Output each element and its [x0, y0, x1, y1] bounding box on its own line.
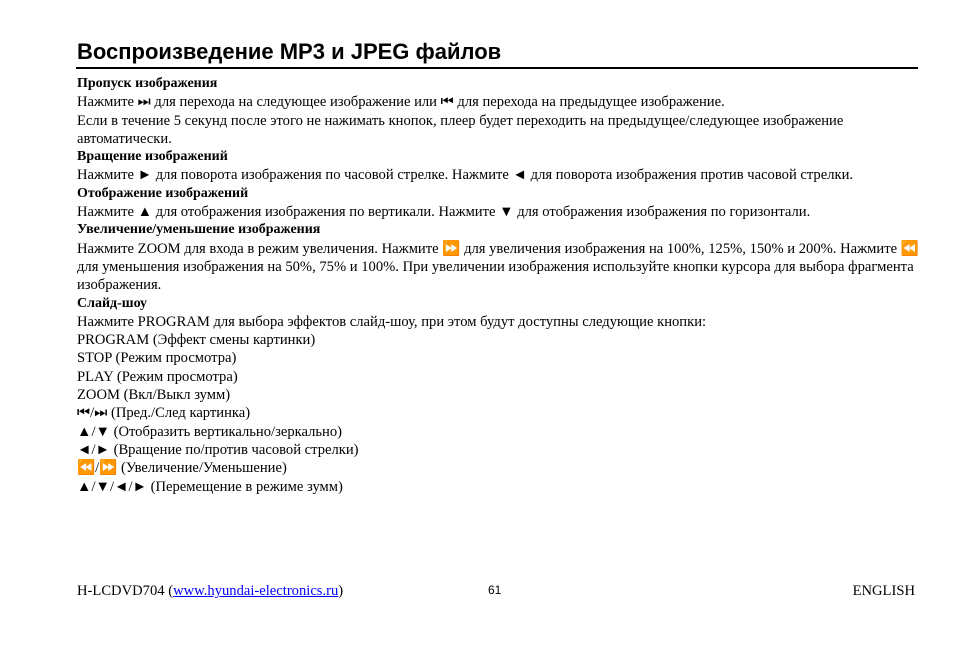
zoom-text: Нажмите ZOOM для входа в режим увеличения. Нажмите ⏩ для увеличения изображения на 100%, 125%, 150% и 200%. Нажмите ⏪ для уменьшения изображения на 50%, 75% и 100%. При увеличении изображения используйте кнопки курсора для выбора фрагмента изображения.: [77, 240, 919, 294]
slideshow-item: ▲/▼/◄/► (Перемещение в режиме зумм): [77, 478, 343, 495]
footer-model: [77, 582, 343, 600]
slideshow-item: ⏮/⏭ (Пред./След картинка): [77, 405, 251, 422]
section-heading-rotate: Вращение изображений: [77, 149, 228, 165]
section-heading-slideshow: Слайд-шоу: [77, 295, 148, 311]
slideshow-item: ▲/▼ (Отобразить вертикально/зеркально): [77, 423, 342, 440]
slideshow-intro: Нажмите PROGRAM для выбора эффектов слайд-шоу, при этом будут доступны следующие кнопки:: [77, 313, 707, 330]
footer-language: ENGLISH: [852, 583, 915, 599]
title-divider: [76, 67, 918, 69]
slideshow-item: PLAY (Режим просмотра): [77, 368, 238, 385]
skip-text-2: Если в течение 5 секунд после этого не нажимать кнопок, плеер будет переходить на предыдущее/следующее изображение автоматически.: [77, 112, 844, 147]
section-heading-mirror: Отображение изображений: [77, 185, 249, 201]
footer-model-close: ): [338, 583, 344, 599]
mirror-text: Нажмите ▲ для отображения изображения по вертикали. Нажмите ▼ для отображения изображения по горизонтали.: [77, 204, 811, 221]
section-heading-skip: Пропуск изображения: [77, 76, 218, 91]
page-title: Воспроизведение MP3 и JPEG файлов: [77, 39, 502, 64]
slideshow-item: ZOOM (Вкл/Выкл зумм): [77, 387, 231, 404]
slideshow-item: STOP (Режим просмотра): [77, 350, 237, 367]
website-link[interactable]: www.hyundai-electronics.ru: [173, 583, 339, 599]
slideshow-item: ◄/► (Вращение по/против часовой стрелки): [77, 441, 359, 458]
page-number: 61: [488, 583, 502, 597]
document-body: [77, 75, 919, 496]
slideshow-item: PROGRAM (Эффект смены картинки): [77, 332, 316, 349]
slideshow-item: ⏪/⏩ (Увеличение/Уменьшение): [77, 460, 287, 477]
section-heading-zoom: Увеличение/уменьшение изображения: [77, 222, 321, 238]
rotate-text: Нажмите ► для поворота изображения по часовой стрелке. Нажмите ◄ для поворота изображения против часовой стрелки.: [77, 167, 854, 184]
skip-text-1: Нажмите ⏭ для перехода на следующее изображение или ⏮ для перехода на предыдущее изображение.: [77, 94, 725, 111]
footer-model-text: H-LCDVD704 (: [77, 583, 174, 599]
